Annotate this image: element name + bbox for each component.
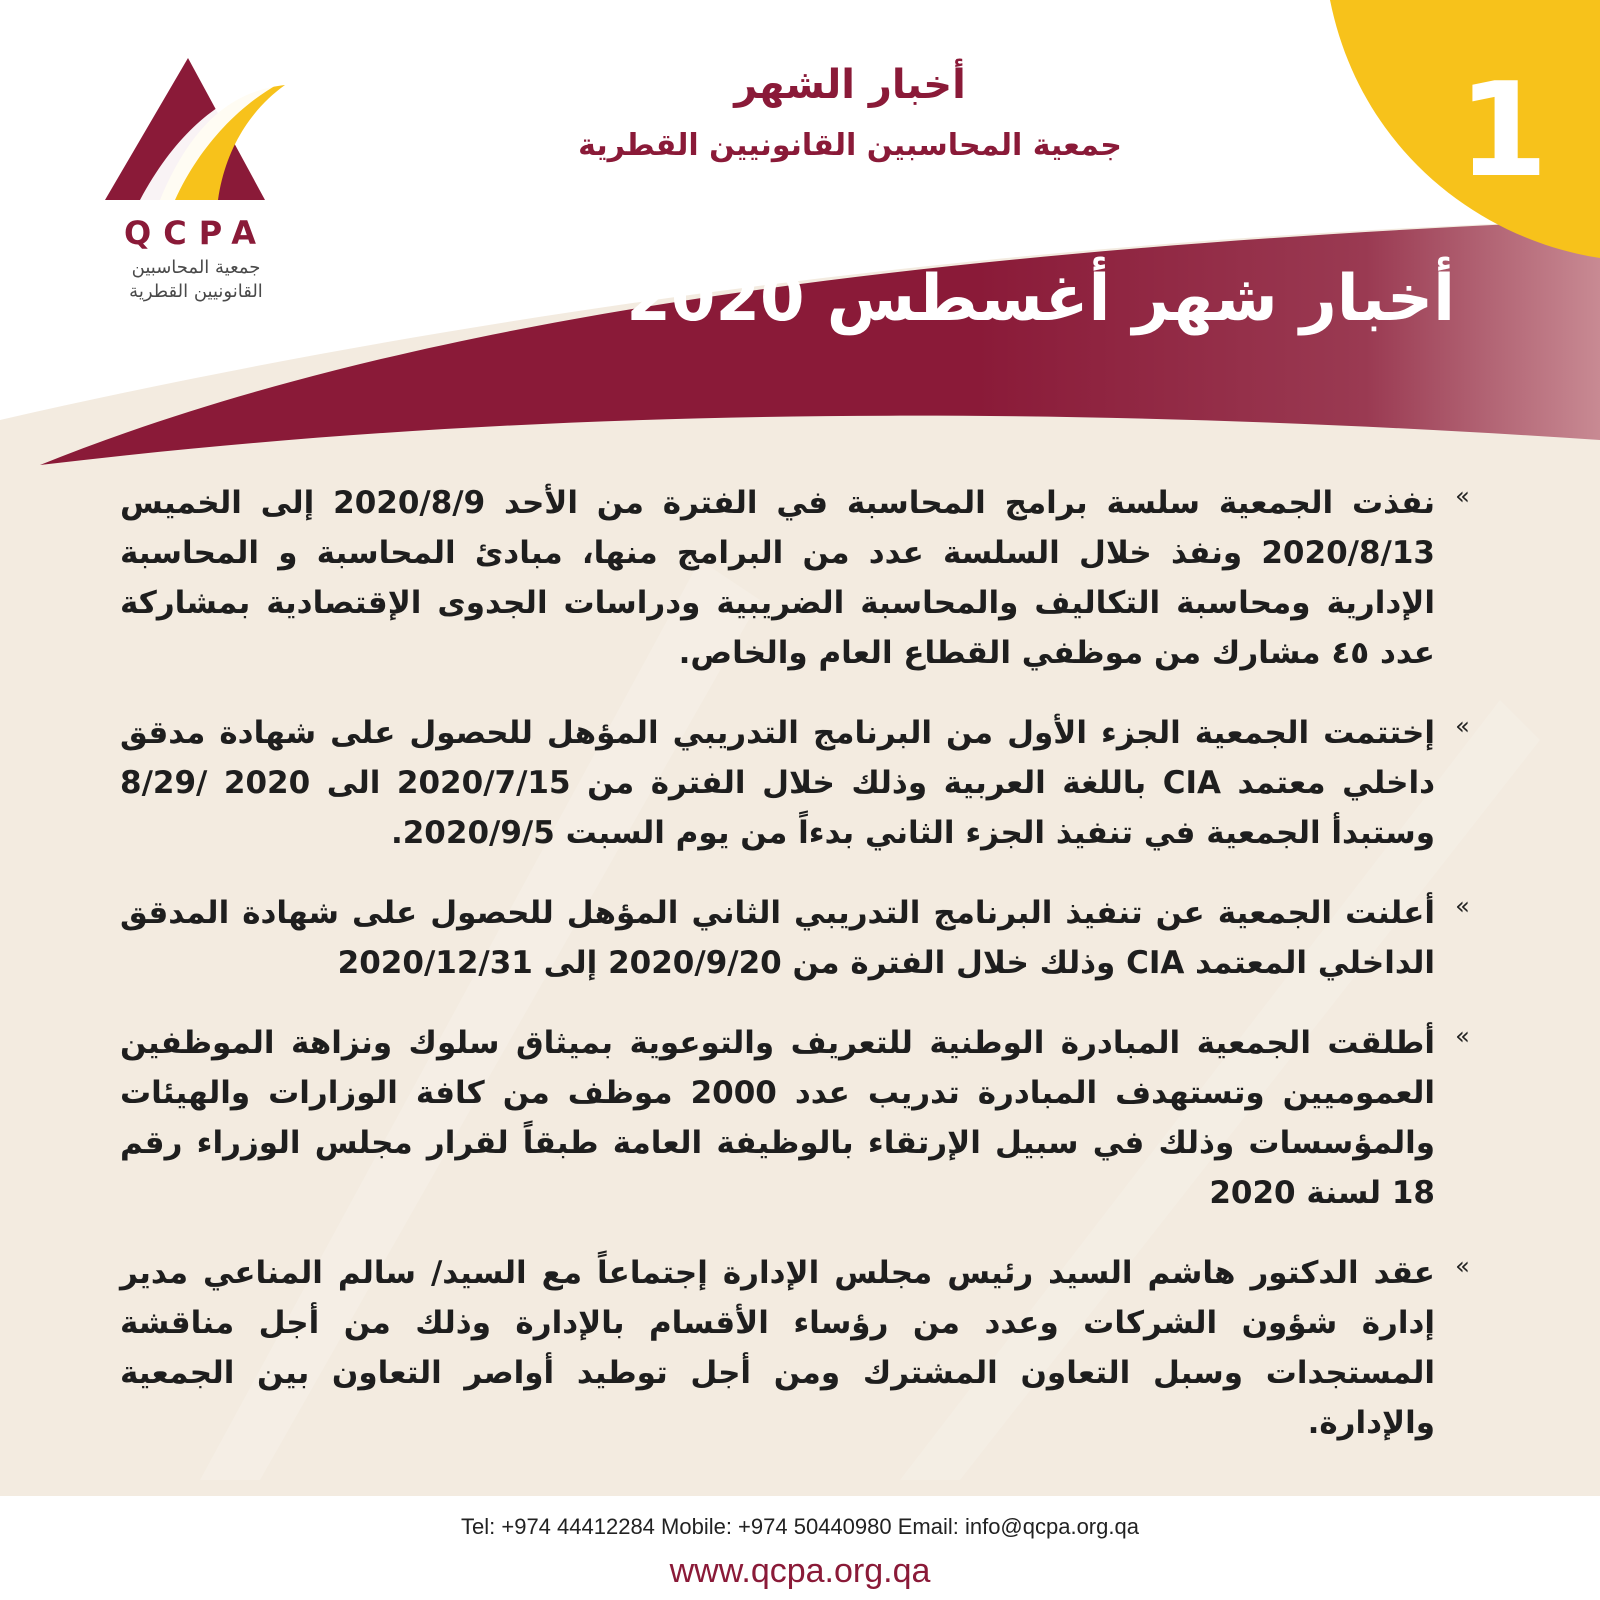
footer-contact: Tel: +974 44412284 Mobile: +974 50440980 Email: info@qcpa.org.qa — [461, 1514, 1139, 1539]
footer-website-link[interactable]: www.qcpa.org.qa — [669, 1552, 931, 1590]
header-subtitle: جمعية المحاسبين القانونيين القطرية — [578, 128, 1122, 163]
news-item-3 — [110, 888, 1490, 988]
news-item-text: أعلنت الجمعية عن تنفيذ البرنامج التدريبي الثاني المؤهل للحصول على شهادة المدقق الداخلي المعتمد CIA وذلك خلال الفترة من 2020/9/20 إلى 2020/12/31 — [120, 895, 1435, 981]
bullet-icon: » — [1455, 1022, 1470, 1050]
news-item-text: إختتمت الجمعية الجزء الأول من البرنامج التدريبي المؤهل للحصول على شهادة مدقق داخلي معتمد CIA باللغة العربية وذلك خلال الفترة من 2020/7/15 الى 2020 /8/29 وستبدأ الجمعية في تنفيذ الجزء الثاني بدءاً من يوم السبت 2020/9/5. — [120, 715, 1436, 851]
news-item-4 — [110, 1018, 1490, 1218]
news-item-text: أطلقت الجمعية المبادرة الوطنية للتعريف والتوعوية بميثاق سلوك ونزاهة الموظفين العموميين وتستهدف المبادرة تدريب عدد 2000 موظف من كافة الوزارات والهيئات والمؤسسات وذلك في سبيل الإرتقاء بالوظيفة العامة طبقاً لقرار مجلس الوزراء رقم 18 لسنة 2020 — [120, 1025, 1436, 1211]
bullet-icon: » — [1455, 892, 1470, 920]
news-item-2 — [110, 708, 1490, 858]
news-item-text: عقد الدكتور هاشم السيد رئيس مجلس الإدارة إجتماعاً مع السيد/ سالم المناعي مدير إدارة شؤون الشركات وعدد من رؤساء الأقسام بالإدارة وذلك من أجل مناقشة المستجدات وسبل التعاون المشترك ومن أجل توطيد أواصر التعاون بين الجمعية والإدارة. — [120, 1255, 1435, 1441]
footer — [0, 1496, 1600, 1600]
bullet-icon: » — [1455, 1252, 1470, 1280]
news-item-1 — [110, 478, 1490, 678]
bullet-icon: » — [1455, 482, 1470, 510]
banner-title: أخبار شهر أغسطس 2020 — [626, 262, 1455, 336]
logo-arabic-line1: جمعية المحاسبين — [131, 257, 261, 278]
header-title: أخبار الشهر — [734, 62, 966, 108]
news-item-text: نفذت الجمعية سلسة برامج المحاسبة في الفترة من الأحد 2020/8/9 إلى الخميس 2020/8/13 ونفذ خلال السلسة عدد من البرامج منها، مبادئ المحاسبة و المحاسبة الإدارية ومحاسبة التكاليف والمحاسبة الضريبية ودراسات الجدوى الإقتصادية بمشاركة عدد ٤٥ مشارك من موظفي القطاع العام والخاص. — [120, 485, 1435, 671]
page-number: 1 — [1457, 54, 1549, 206]
news-item-5 — [110, 1248, 1490, 1448]
logo-brand-text: QCPA — [124, 214, 268, 252]
news-list — [110, 478, 1490, 1478]
logo-arabic-line2: القانونيين القطرية — [129, 281, 263, 302]
logo-arabic-name — [96, 256, 296, 304]
qcpa-logo-icon — [100, 55, 290, 210]
bullet-icon: » — [1455, 712, 1470, 740]
